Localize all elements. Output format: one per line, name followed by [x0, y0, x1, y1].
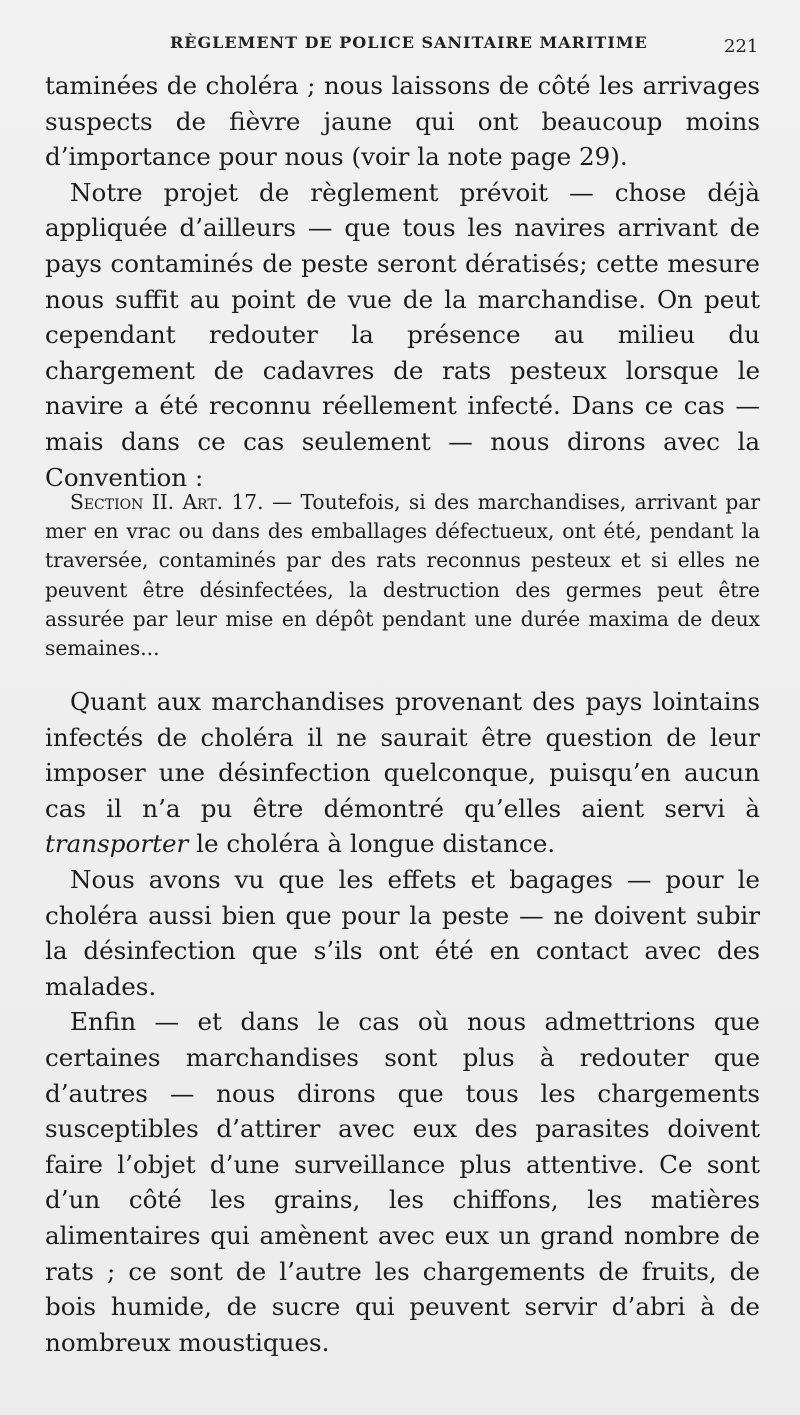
- paragraph-projet: Notre projet de règlement prévoit — chose déjà appliquée d’ailleurs — que tous les navires arrivant de pays contaminés de peste seront dératisés; cette mesure nous suffit au point de vue de la marchandise. On peut cependant redouter la présence au milieu du chargement de cadavres de rats pesteux lorsque le navire a été reconnu réellement infecté. Dans ce cas — mais dans ce cas seulement — nous dirons avec la Convention :: [45, 177, 760, 492]
- paragraph-cholera: [45, 684, 760, 862]
- quote-section-label: Section II. Art. 17.: [70, 490, 264, 514]
- convention-quote: [45, 488, 760, 663]
- page-number: 221: [724, 36, 759, 57]
- running-title: RÈGLEMENT DE POLICE SANITAIRE MARITIME: [170, 33, 648, 52]
- paragraph-cholera-part1: Quant aux marchandises provenant des pays lointains infectés de choléra il ne saurait être question de leur imposer une désinfection quelconque, puisqu’en aucun cas il n’a pu être démontré qu’elles aient servi à: [45, 687, 760, 823]
- italic-transporter: transporter: [45, 829, 189, 859]
- quote-paragraph: [45, 488, 760, 663]
- paragraph-enfin: Enfin — et dans le cas où nous admettrions que certaines marchandises sont plus à redouter que d’autres — nous dirons que tous les chargements susceptibles d’attirer avec eux des parasites doivent faire l’objet d’une surveillance plus attentive. Ce sont d’un côté les grains, les chiffons, les matières alimentaires qui amènent avec eux un grand nombre de rats ; ce sont de l’autre les chargements de fruits, de bois humide, de sucre qui peuvent servir d’abri à de nombreux moustiques.: [45, 1007, 760, 1357]
- body-text-bottom: [45, 684, 760, 1360]
- paragraph-bagages: Nous avons vu que les effets et bagages — pour le choléra aussi bien que pour la peste — ne doivent subir la désinfection que s’ils ont été en contact avec des malades.: [45, 864, 760, 1001]
- page-header: [0, 33, 800, 61]
- body-text-top: [45, 68, 760, 495]
- quote-dash: —: [263, 490, 301, 514]
- paragraph-cholera-part2: le choléra à longue distance.: [188, 829, 556, 859]
- quote-text: Toutefois, si des marchandises, arrivant par mer en vrac ou dans des emballages défectueux, ont été, pendant la traversée, contaminés par des rats reconnus pesteux et si elles ne peuvent être désinfectées, la destruction des germes peut être assurée par leur mise en dépôt pendant une durée maxima de deux semaines...: [45, 490, 760, 661]
- paragraph-continuation: taminées de choléra ; nous laissons de côté les arrivages suspects de fièvre jaune qui ont beaucoup moins d’importance pour nous (voir la note page 29).: [45, 71, 760, 172]
